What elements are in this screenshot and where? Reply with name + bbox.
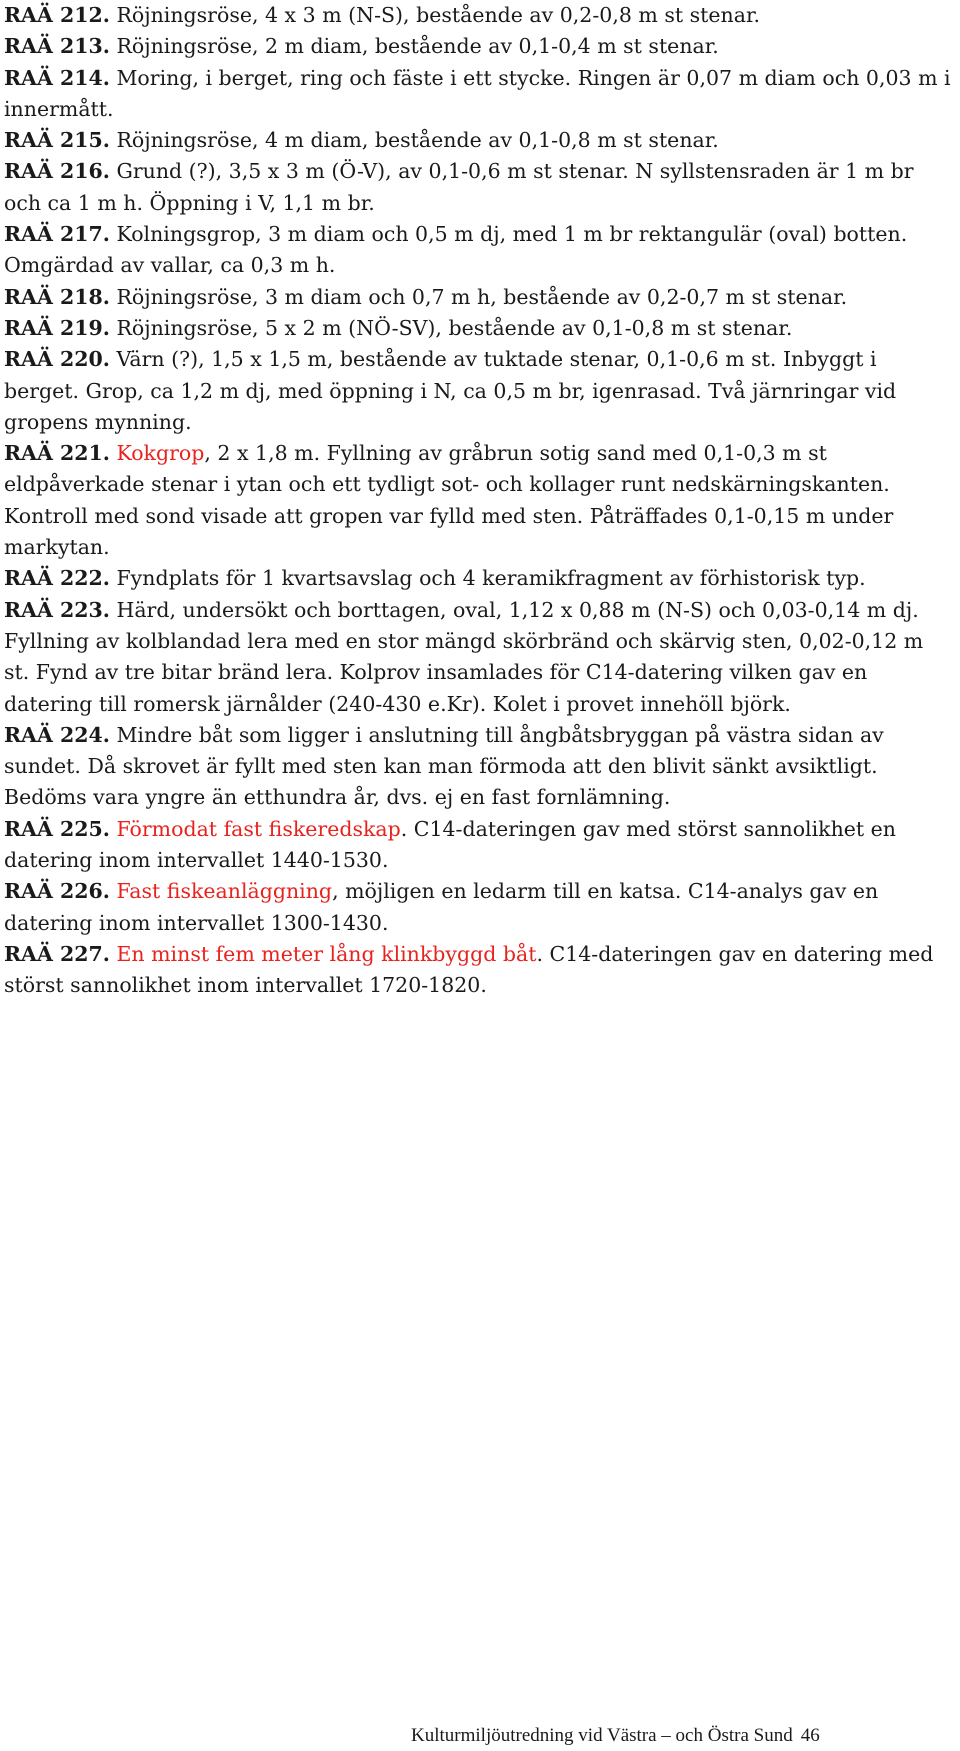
entry-text: Röjningsröse, 4 m diam, bestående av 0,1-0,8 m st stenar. [109,128,719,153]
entry-raa-226 [4,876,954,939]
entry-raa-224 [4,720,954,814]
entry-text: Värn (?), 1,5 x 1,5 m, bestående av tuktade stenar, 0,1-0,6 m st. Inbyggt i berget. Grop, ca 1,2 m dj, med öppning i N, ca 0,5 m br, igenrasad. Två järnringar vid gropens mynning. [4,347,897,434]
entry-id: RAÄ 221. [4,441,110,466]
entry-raa-215 [4,125,954,156]
entry-text: . C14-dateringen gav en datering med störst sannolikhet inom intervallet 1720-1820. [4,941,934,998]
document-body [4,0,954,1002]
entry-raa-216 [4,156,954,219]
entry-highlight: En minst fem meter lång klinkbyggd båt [109,941,537,966]
entry-id: RAÄ 224. [4,722,110,747]
entry-text: Röjningsröse, 3 m diam och 0,7 m h, bestående av 0,2-0,7 m st stenar. [109,284,848,309]
entry-id: RAÄ 217. [4,222,110,247]
page-number: 46 [800,1725,820,1746]
entry-text: Grund (?), 3,5 x 3 m (Ö-V), av 0,1-0,6 m st stenar. N syllstensraden är 1 m br och ca 1 m h. Öppning i V, 1,1 m br. [4,159,914,215]
entry-text: Röjningsröse, 4 x 3 m (N-S), bestående av 0,2-0,8 m st stenar. [109,3,761,27]
entry-raa-212 [4,0,954,31]
entry-raa-214 [4,63,954,126]
entry-text: Mindre båt som ligger i anslutning till ångbåtsbryggan på västra sidan av sundet. Då skrovet är fyllt med sten kan man förmoda att den blivit sänkt avsiktligt. Bedöms vara yngre än etthundra år, dvs. ej en fast fornlämning. [4,722,884,810]
entry-id: RAÄ 216. [4,159,110,184]
entry-raa-225 [4,814,954,877]
entry-raa-220 [4,344,954,438]
entry-raa-213 [4,31,954,62]
entry-raa-223 [4,595,954,720]
entry-raa-227 [4,939,954,1002]
entry-highlight: Kokgrop [109,441,205,466]
entry-raa-218 [4,282,954,313]
entry-id: RAÄ 218. [4,284,110,309]
entry-highlight: Förmodat fast fiskeredskap [109,816,401,841]
entry-id: RAÄ 227. [4,941,110,966]
entry-text: Fyndplats för 1 kvartsavslag och 4 keramikfragment av förhistorisk typ. [109,566,866,591]
entry-raa-217 [4,219,954,282]
entry-id: RAÄ 215. [4,128,110,153]
entry-id: RAÄ 213. [4,34,110,59]
entry-id: RAÄ 220. [4,347,110,372]
entry-text: . C14-dateringen gav med störst sannolikhet en datering inom intervallet 1440-1530. [4,816,897,873]
entry-id: RAÄ 219. [4,315,110,340]
entry-highlight: Fast fiskeanläggning [109,879,333,904]
entry-id: RAÄ 226. [4,879,110,904]
entry-text: Röjningsröse, 5 x 2 m (NÖ-SV), bestående av 0,1-0,8 m st stenar. [109,315,793,340]
entry-text: Röjningsröse, 2 m diam, bestående av 0,1-0,4 m st stenar. [109,34,719,59]
entry-raa-222 [4,563,954,594]
entry-text: Kolningsgrop, 3 m diam och 0,5 m dj, med 1 m br rektangulär (oval) botten. Omgärdad av vallar, ca 0,3 m h. [4,222,908,278]
entry-text: , 2 x 1,8 m. Fyllning av gråbrun sotig sand med 0,1-0,3 m st eldpåverkade stenar i ytan och ett tydligt sot- och kollager runt nedskärningskanten. Kontroll med sond visade att gropen var fylld med sten. Påträffades 0,1-0,15 m under markytan. [4,441,894,560]
page-footer [411,1725,820,1747]
entry-raa-219 [4,313,954,344]
entry-id: RAÄ 214. [4,65,110,90]
entry-text: Moring, i berget, ring och fäste i ett stycke. Ringen är 0,07 m diam och 0,03 m i innermått. [4,65,951,121]
entry-text: Härd, undersökt och borttagen, oval, 1,12 x 0,88 m (N-S) och 0,03-0,14 m dj. Fyllning av kolblandad lera med en stor mängd skörbränd och skärvig sten, 0,02-0,12 m st. Fynd av tre bitar bränd lera. Kolprov insamlades för C14-datering vilken gav en datering till romersk järnålder (240-430 e.Kr). Kolet i provet innehöll björk. [4,597,924,716]
entry-id: RAÄ 212. [4,3,110,27]
entry-id: RAÄ 222. [4,566,110,591]
footer-title: Kulturmiljöutredning vid Västra – och Östra Sund [411,1725,793,1746]
entry-raa-221 [4,438,954,563]
entry-id: RAÄ 225. [4,816,110,841]
entry-text: , möjligen en ledarm till en katsa. C14-analys gav en datering inom intervallet 1300-1430. [4,879,879,935]
entry-id: RAÄ 223. [4,597,110,622]
